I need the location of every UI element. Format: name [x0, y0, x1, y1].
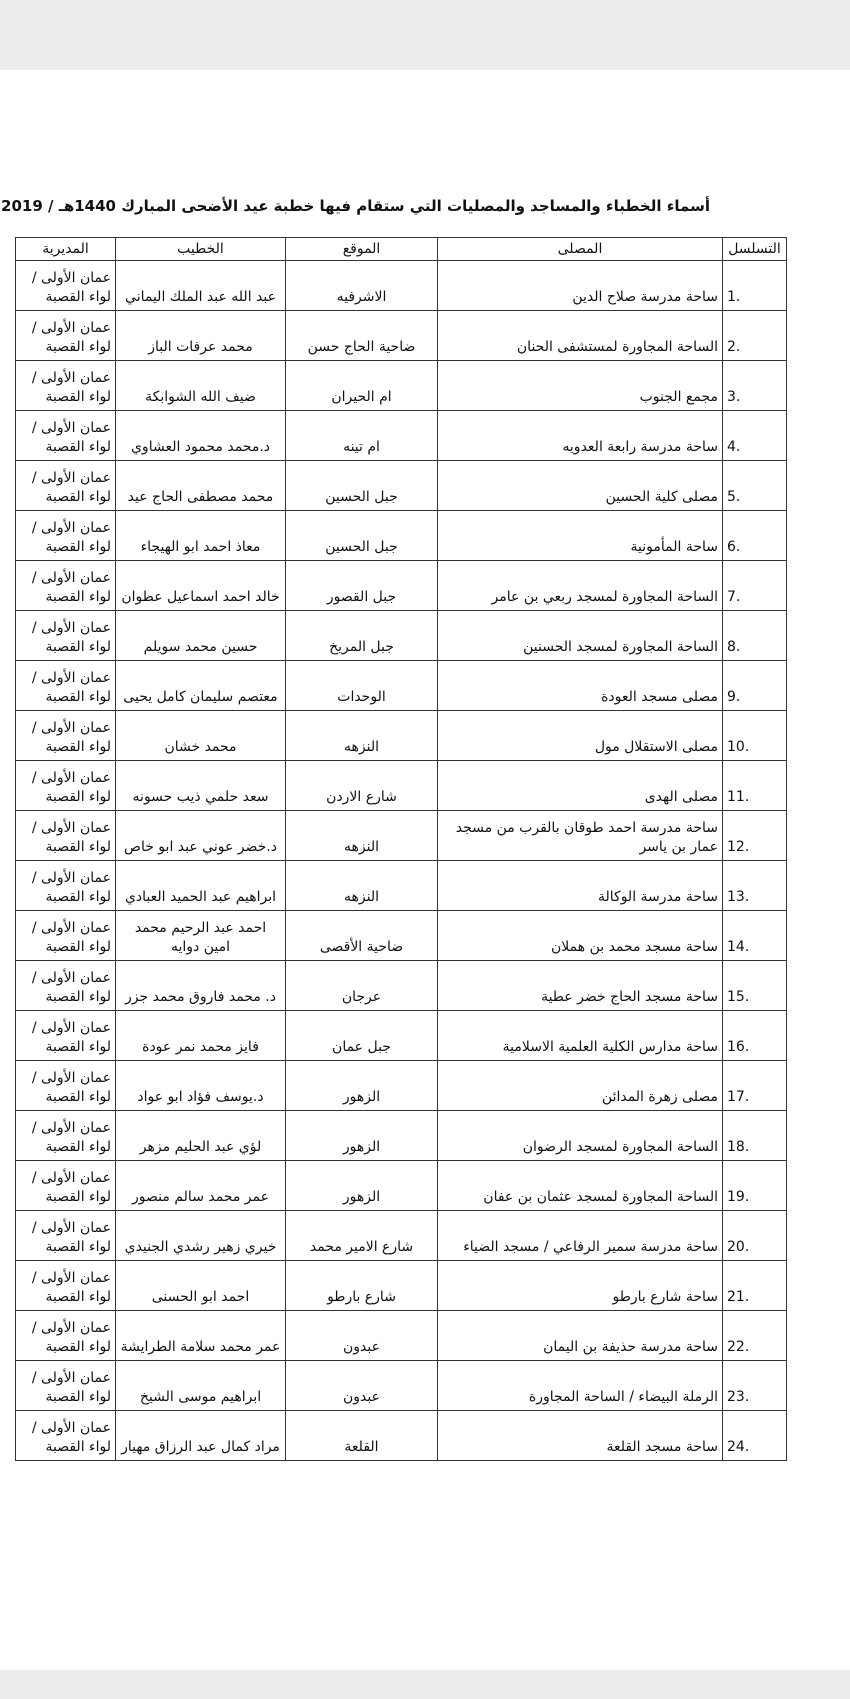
musalla-cell: ساحة مدرسة الوكالة	[438, 861, 723, 911]
directorate-line-1: عمان الأولى /	[31, 1220, 111, 1236]
musalla-cell: مصلى الاستقلال مول	[438, 711, 723, 761]
table-row	[16, 1211, 787, 1261]
directorate-line-2: لواء القصبة	[45, 289, 111, 305]
seq-cell: 3.	[723, 361, 787, 411]
directorate-line-2: لواء القصبة	[45, 539, 111, 555]
directorate-cell	[16, 511, 116, 561]
directorate-line-2: لواء القصبة	[45, 689, 111, 705]
bottom-bar	[0, 1670, 850, 1699]
directorate-line-2: لواء القصبة	[45, 1139, 111, 1155]
directorate-cell	[16, 761, 116, 811]
seq-cell: 1.	[723, 261, 787, 311]
khatib-cell: احمد ابو الحسنى	[116, 1261, 286, 1311]
location-cell: شارع الامير محمد	[286, 1211, 438, 1261]
location-cell: جبل القصور	[286, 561, 438, 611]
directorate-line-1: عمان الأولى /	[31, 670, 111, 686]
table-row	[16, 261, 787, 311]
directorate-cell	[16, 461, 116, 511]
musalla-cell: مجمع الجنوب	[438, 361, 723, 411]
table-row	[16, 311, 787, 361]
location-cell: الزهور	[286, 1161, 438, 1211]
table-row	[16, 1061, 787, 1111]
khatib-cell: عبد الله عبد الملك اليماني	[116, 261, 286, 311]
seq-cell: 8.	[723, 611, 787, 661]
directorate-cell	[16, 261, 116, 311]
directorate-line-1: عمان الأولى /	[31, 870, 111, 886]
directorate-line-1: عمان الأولى /	[31, 620, 111, 636]
table-row	[16, 511, 787, 561]
directorate-line-2: لواء القصبة	[45, 1089, 111, 1105]
directorate-cell	[16, 411, 116, 461]
khatib-cell: د.محمد محمود العشاوي	[116, 411, 286, 461]
table-row	[16, 361, 787, 411]
seq-cell: 5.	[723, 461, 787, 511]
directorate-line-2: لواء القصبة	[45, 739, 111, 755]
seq-cell: 21.	[723, 1261, 787, 1311]
musalla-cell: مصلى الهدى	[438, 761, 723, 811]
directorate-line-2: لواء القصبة	[45, 1389, 111, 1405]
seq-cell: 18.	[723, 1111, 787, 1161]
khatib-cell: عمر محمد سلامة الطرايشة	[116, 1311, 286, 1361]
directorate-line-1: عمان الأولى /	[31, 370, 111, 386]
directorate-line-2: لواء القصبة	[45, 1239, 111, 1255]
location-cell: الاشرفيه	[286, 261, 438, 311]
location-cell: جبل الحسين	[286, 461, 438, 511]
musalla-cell: ساحة مسجد الحاج خضر عطية	[438, 961, 723, 1011]
directorate-line-1: عمان الأولى /	[31, 1370, 111, 1386]
location-cell: ضاحية الأقصى	[286, 911, 438, 961]
directorate-cell	[16, 711, 116, 761]
seq-cell: 12.	[723, 811, 787, 861]
khatib-table	[15, 237, 787, 1461]
directorate-cell	[16, 311, 116, 361]
directorate-line-1: عمان الأولى /	[31, 720, 111, 736]
khatib-cell: محمد عرفات الباز	[116, 311, 286, 361]
musalla-cell: الساحة المجاورة لمسجد الحسنين	[438, 611, 723, 661]
directorate-cell	[16, 961, 116, 1011]
table-row	[16, 861, 787, 911]
musalla-cell: الساحة المجاورة لمسجد الرضوان	[438, 1111, 723, 1161]
table-row	[16, 1161, 787, 1211]
directorate-line-2: لواء القصبة	[45, 1289, 111, 1305]
table-row	[16, 961, 787, 1011]
table-row	[16, 1361, 787, 1411]
directorate-line-1: عمان الأولى /	[31, 1120, 111, 1136]
musalla-cell: مصلى زهرة المدائن	[438, 1061, 723, 1111]
seq-cell: 17.	[723, 1061, 787, 1111]
header-seq: التسلسل	[723, 238, 787, 261]
directorate-cell	[16, 561, 116, 611]
khatib-cell: محمد مصطفى الحاج عيد	[116, 461, 286, 511]
location-cell: شارع الاردن	[286, 761, 438, 811]
khatib-cell: عمر محمد سالم منصور	[116, 1161, 286, 1211]
khatib-cell: خالد احمد اسماعيل عطوان	[116, 561, 286, 611]
seq-cell: 20.	[723, 1211, 787, 1261]
seq-cell: 9.	[723, 661, 787, 711]
directorate-cell	[16, 1211, 116, 1261]
directorate-line-2: لواء القصبة	[45, 789, 111, 805]
directorate-line-2: لواء القصبة	[45, 1039, 111, 1055]
directorate-line-1: عمان الأولى /	[31, 1270, 111, 1286]
directorate-line-2: لواء القصبة	[45, 839, 111, 855]
directorate-cell	[16, 861, 116, 911]
musalla-cell: ساحة مدرسة صلاح الدين	[438, 261, 723, 311]
directorate-cell	[16, 361, 116, 411]
location-cell: جبل عمان	[286, 1011, 438, 1061]
musalla-cell: الساحة المجاورة لمسجد عثمان بن عفان	[438, 1161, 723, 1211]
directorate-line-2: لواء القصبة	[45, 1339, 111, 1355]
directorate-line-2: لواء القصبة	[45, 1189, 111, 1205]
directorate-line-2: لواء القصبة	[45, 1439, 111, 1455]
musalla-cell: الرملة البيضاء / الساحة المجاورة	[438, 1361, 723, 1411]
khatib-cell: احمد عبد الرحيم محمد امين دوايه	[116, 911, 286, 961]
location-cell: النزهه	[286, 711, 438, 761]
seq-cell: 7.	[723, 561, 787, 611]
table-row	[16, 1011, 787, 1061]
directorate-line-1: عمان الأولى /	[31, 1420, 111, 1436]
table-row	[16, 911, 787, 961]
directorate-cell	[16, 811, 116, 861]
seq-cell: 23.	[723, 1361, 787, 1411]
location-cell: ام تينه	[286, 411, 438, 461]
directorate-line-1: عمان الأولى /	[31, 920, 111, 936]
location-cell: عبدون	[286, 1361, 438, 1411]
musalla-cell: ساحة مسجد القلعة	[438, 1411, 723, 1461]
location-cell: ضاحية الحاج حسن	[286, 311, 438, 361]
khatib-cell: مراد كمال عبد الرزاق مهيار	[116, 1411, 286, 1461]
musalla-cell: ساحة مدرسة رابعة العدويه	[438, 411, 723, 461]
directorate-cell	[16, 1061, 116, 1111]
directorate-line-2: لواء القصبة	[45, 389, 111, 405]
khatib-cell: د. محمد فاروق محمد جزر	[116, 961, 286, 1011]
directorate-line-2: لواء القصبة	[45, 989, 111, 1005]
table-row	[16, 811, 787, 861]
location-cell: عبدون	[286, 1311, 438, 1361]
directorate-cell	[16, 1361, 116, 1411]
table-row	[16, 561, 787, 611]
table-row	[16, 411, 787, 461]
table-row	[16, 761, 787, 811]
musalla-cell: مصلى كلية الحسين	[438, 461, 723, 511]
directorate-line-1: عمان الأولى /	[31, 1070, 111, 1086]
location-cell: الوحدات	[286, 661, 438, 711]
khatib-cell: ابراهيم عبد الحميد العبادي	[116, 861, 286, 911]
table-row	[16, 711, 787, 761]
khatib-cell: معاذ احمد ابو الهيجاء	[116, 511, 286, 561]
musalla-cell: ساحة مدرسة احمد طوقان بالقرب من مسجد عمار بن ياسر	[438, 811, 723, 861]
khatib-cell: حسين محمد سويلم	[116, 611, 286, 661]
directorate-line-2: لواء القصبة	[45, 489, 111, 505]
directorate-line-2: لواء القصبة	[45, 939, 111, 955]
musalla-cell: الساحة المجاورة لمستشفى الحنان	[438, 311, 723, 361]
seq-cell: 11.	[723, 761, 787, 811]
directorate-cell	[16, 1261, 116, 1311]
header-directorate: المديرية	[16, 238, 116, 261]
seq-cell: 16.	[723, 1011, 787, 1061]
seq-cell: 24.	[723, 1411, 787, 1461]
directorate-line-1: عمان الأولى /	[31, 520, 111, 536]
directorate-cell	[16, 661, 116, 711]
directorate-line-1: عمان الأولى /	[31, 770, 111, 786]
directorate-line-1: عمان الأولى /	[31, 470, 111, 486]
location-cell: الزهور	[286, 1061, 438, 1111]
khatib-cell: محمد خشان	[116, 711, 286, 761]
location-cell: النزهه	[286, 861, 438, 911]
khatib-cell: لؤي عبد الحليم مزهر	[116, 1111, 286, 1161]
directorate-cell	[16, 1311, 116, 1361]
directorate-line-1: عمان الأولى /	[31, 570, 111, 586]
directorate-line-2: لواء القصبة	[45, 339, 111, 355]
musalla-cell: ساحة مدرسة سمير الرفاعي / مسجد الضياء	[438, 1211, 723, 1261]
khatib-cell: ضيف الله الشوابكة	[116, 361, 286, 411]
top-bar	[0, 0, 850, 71]
musalla-cell: ساحة مدارس الكلية العلمية الاسلامية	[438, 1011, 723, 1061]
musalla-cell: ساحة مدرسة حذيفة بن اليمان	[438, 1311, 723, 1361]
header-khatib: الخطيب	[116, 238, 286, 261]
khatib-cell: فايز محمد نمر عودة	[116, 1011, 286, 1061]
table-row	[16, 461, 787, 511]
directorate-cell	[16, 1161, 116, 1211]
directorate-line-2: لواء القصبة	[45, 889, 111, 905]
seq-cell: 10.	[723, 711, 787, 761]
musalla-cell: الساحة المجاورة لمسجد ربعي بن عامر	[438, 561, 723, 611]
document-title: أسماء الخطباء والمساجد والمصليات التي ستقام فيها خطبة عيد الأضحى المبارك 1440هـ / 2019	[1, 197, 710, 215]
khatib-cell: خيري زهير رشدي الجنيدي	[116, 1211, 286, 1261]
khatib-cell: سعد حلمي ذيب حسونه	[116, 761, 286, 811]
directorate-line-2: لواء القصبة	[45, 639, 111, 655]
seq-cell: 19.	[723, 1161, 787, 1211]
directorate-line-1: عمان الأولى /	[31, 1020, 111, 1036]
location-cell: جبل المريخ	[286, 611, 438, 661]
khatib-cell: د.خضر عوني عبد ابو خاص	[116, 811, 286, 861]
header-location: الموقع	[286, 238, 438, 261]
musalla-cell: ساحة المأمونية	[438, 511, 723, 561]
directorate-cell	[16, 611, 116, 661]
directorate-cell	[16, 1411, 116, 1461]
directorate-line-1: عمان الأولى /	[31, 970, 111, 986]
seq-cell: 4.	[723, 411, 787, 461]
directorate-line-1: عمان الأولى /	[31, 1170, 111, 1186]
khatib-cell: د.يوسف فؤاد ابو عواد	[116, 1061, 286, 1111]
seq-cell: 6.	[723, 511, 787, 561]
directorate-line-1: عمان الأولى /	[31, 420, 111, 436]
musalla-cell: ساحة مسجد محمد بن هملان	[438, 911, 723, 961]
location-cell: القلعة	[286, 1411, 438, 1461]
seq-cell: 22.	[723, 1311, 787, 1361]
musalla-cell: مصلى مسجد العودة	[438, 661, 723, 711]
directorate-line-2: لواء القصبة	[45, 589, 111, 605]
table-row	[16, 1411, 787, 1461]
location-cell: شارع بارطو	[286, 1261, 438, 1311]
directorate-cell	[16, 1011, 116, 1061]
musalla-cell: ساحة شارع بارطو	[438, 1261, 723, 1311]
table-header-row	[16, 238, 787, 261]
location-cell: النزهه	[286, 811, 438, 861]
table-row	[16, 1261, 787, 1311]
seq-cell: 13.	[723, 861, 787, 911]
location-cell: ام الحيران	[286, 361, 438, 411]
table-row	[16, 1311, 787, 1361]
table-row	[16, 661, 787, 711]
table-row	[16, 611, 787, 661]
seq-cell: 2.	[723, 311, 787, 361]
directorate-line-1: عمان الأولى /	[31, 1320, 111, 1336]
khatib-cell: ابراهيم موسى الشيخ	[116, 1361, 286, 1411]
seq-cell: 14.	[723, 911, 787, 961]
location-cell: عرجان	[286, 961, 438, 1011]
location-cell: الزهور	[286, 1111, 438, 1161]
khatib-cell: معتصم سليمان كامل يحيى	[116, 661, 286, 711]
directorate-line-1: عمان الأولى /	[31, 820, 111, 836]
seq-cell: 15.	[723, 961, 787, 1011]
table-row	[16, 1111, 787, 1161]
directorate-cell	[16, 911, 116, 961]
directorate-cell	[16, 1111, 116, 1161]
directorate-line-1: عمان الأولى /	[31, 270, 111, 286]
header-musalla: المصلى	[438, 238, 723, 261]
location-cell: جبل الحسين	[286, 511, 438, 561]
directorate-line-1: عمان الأولى /	[31, 320, 111, 336]
directorate-line-2: لواء القصبة	[45, 439, 111, 455]
